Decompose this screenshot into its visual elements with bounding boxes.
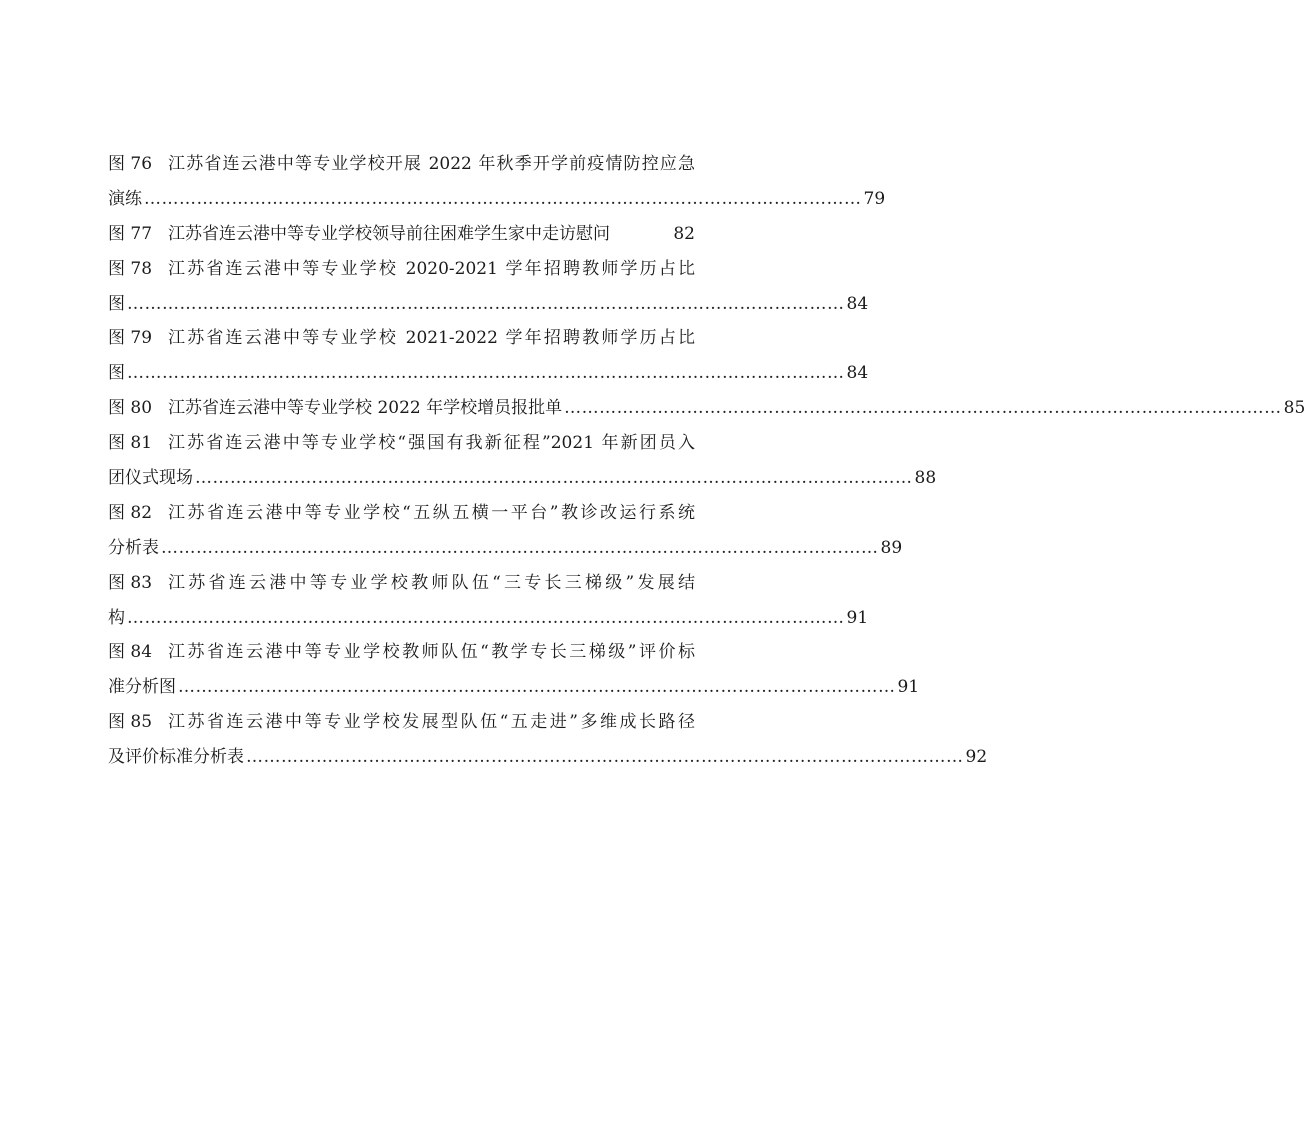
- page-number: 79: [863, 188, 886, 209]
- figure-title: 江苏省连云港中等专业学校 2021-2022 学年招聘教师学历占比: [168, 328, 695, 349]
- dot-leader: ……………………………………………………………………………………………………………: [246, 747, 964, 768]
- figure-number: 图 77: [108, 223, 153, 244]
- toc-entry-85-line-1[interactable]: [108, 705, 695, 740]
- toc-entry-76-line-1[interactable]: [108, 147, 695, 182]
- figure-list: [108, 147, 1305, 775]
- figure-number: 图 83: [108, 572, 153, 593]
- toc-entry-79-line-2[interactable]: [108, 356, 869, 391]
- figure-title-continued: 图: [108, 363, 125, 384]
- page-number: 84: [846, 293, 869, 314]
- dot-leader: ……………………………………………………………………………………………………………: [161, 537, 879, 558]
- dot-leader: ……………………………………………………………………………………………………………: [127, 363, 845, 384]
- toc-entry-76-line-2[interactable]: [108, 182, 886, 217]
- page-number: 85: [1283, 398, 1305, 419]
- figure-number: 图 81: [108, 433, 153, 454]
- dot-leader: ……………………………………………………………………………………………………………: [127, 293, 845, 314]
- figure-number: 图 85: [108, 712, 153, 733]
- page-number: 84: [846, 363, 869, 384]
- figure-title-continued: 团仪式现场: [108, 468, 193, 489]
- toc-entry-81-line-2[interactable]: [108, 461, 937, 496]
- toc-entry-81-line-1[interactable]: [108, 426, 695, 461]
- figure-title-continued: 演练: [108, 188, 142, 209]
- figure-title: 江苏省连云港中等专业学校 2020-2021 学年招聘教师学历占比: [168, 258, 695, 279]
- dot-leader: ……………………………………………………………………………………………………………: [178, 677, 896, 698]
- dot-leader: ……………………………………………………………………………………………………………: [127, 607, 845, 628]
- page-number: 89: [880, 537, 903, 558]
- figure-title: 江苏省连云港中等专业学校开展 2022 年秋季开学前疫情防控应急: [168, 154, 695, 174]
- page-number: 91: [846, 607, 869, 628]
- toc-entry-77[interactable]: [108, 217, 695, 252]
- figure-title: 江苏省连云港中等专业学校 2022 年学校增员报批单: [168, 398, 563, 419]
- figure-number: 图 78: [108, 258, 153, 279]
- page-number: 88: [914, 468, 937, 489]
- toc-entry-85-line-2[interactable]: [108, 740, 988, 775]
- figure-title-continued: 图: [108, 293, 125, 314]
- figure-title: 江苏省连云港中等专业学校教师队伍“三专长三梯级”发展结: [168, 572, 695, 593]
- toc-entry-84-line-1[interactable]: [108, 635, 695, 670]
- dot-leader: ……………………………………………………………………………………………………………: [144, 188, 862, 209]
- figure-number: 图 84: [108, 642, 153, 663]
- toc-entry-84-line-2[interactable]: [108, 670, 920, 705]
- toc-entry-79-line-1[interactable]: [108, 321, 695, 356]
- figure-title-continued: 构: [108, 607, 125, 628]
- figure-number: 图 76: [108, 154, 153, 174]
- page-number: 91: [897, 677, 920, 698]
- figure-number: 图 80: [108, 398, 153, 419]
- figure-title: 江苏省连云港中等专业学校“强国有我新征程”2021 年新团员入: [168, 433, 695, 454]
- toc-entry-83-line-1[interactable]: [108, 566, 695, 601]
- dot-leader: ……………………………………………………………………………………………………………: [195, 468, 913, 489]
- toc-entry-82-line-1[interactable]: [108, 496, 695, 531]
- figure-title-continued: 及评价标准分析表: [108, 747, 244, 768]
- figure-title: 江苏省连云港中等专业学校教师队伍“教学专长三梯级”评价标: [168, 642, 695, 663]
- figure-title-continued: 准分析图: [108, 677, 176, 698]
- figure-number: 图 82: [108, 502, 153, 523]
- dot-leader: ……………………………………………………………………………………………………………: [564, 398, 1282, 419]
- figure-title: 江苏省连云港中等专业学校领导前往困难学生家中走访慰问: [168, 223, 611, 244]
- figure-title: 江苏省连云港中等专业学校“五纵五横一平台”教诊改运行系统: [168, 502, 695, 523]
- toc-entry-82-line-2[interactable]: [108, 531, 903, 566]
- figure-title-continued: 分析表: [108, 537, 159, 558]
- page-number: 82: [673, 223, 695, 244]
- toc-entry-83-line-2[interactable]: [108, 601, 869, 636]
- figure-title: 江苏省连云港中等专业学校发展型队伍“五走进”多维成长路径: [168, 712, 695, 733]
- toc-entry-80[interactable]: [108, 391, 1305, 426]
- toc-entry-78-line-2[interactable]: [108, 287, 869, 322]
- toc-entry-78-line-1[interactable]: [108, 252, 695, 287]
- page-number: 92: [965, 747, 988, 768]
- figure-number: 图 79: [108, 328, 153, 349]
